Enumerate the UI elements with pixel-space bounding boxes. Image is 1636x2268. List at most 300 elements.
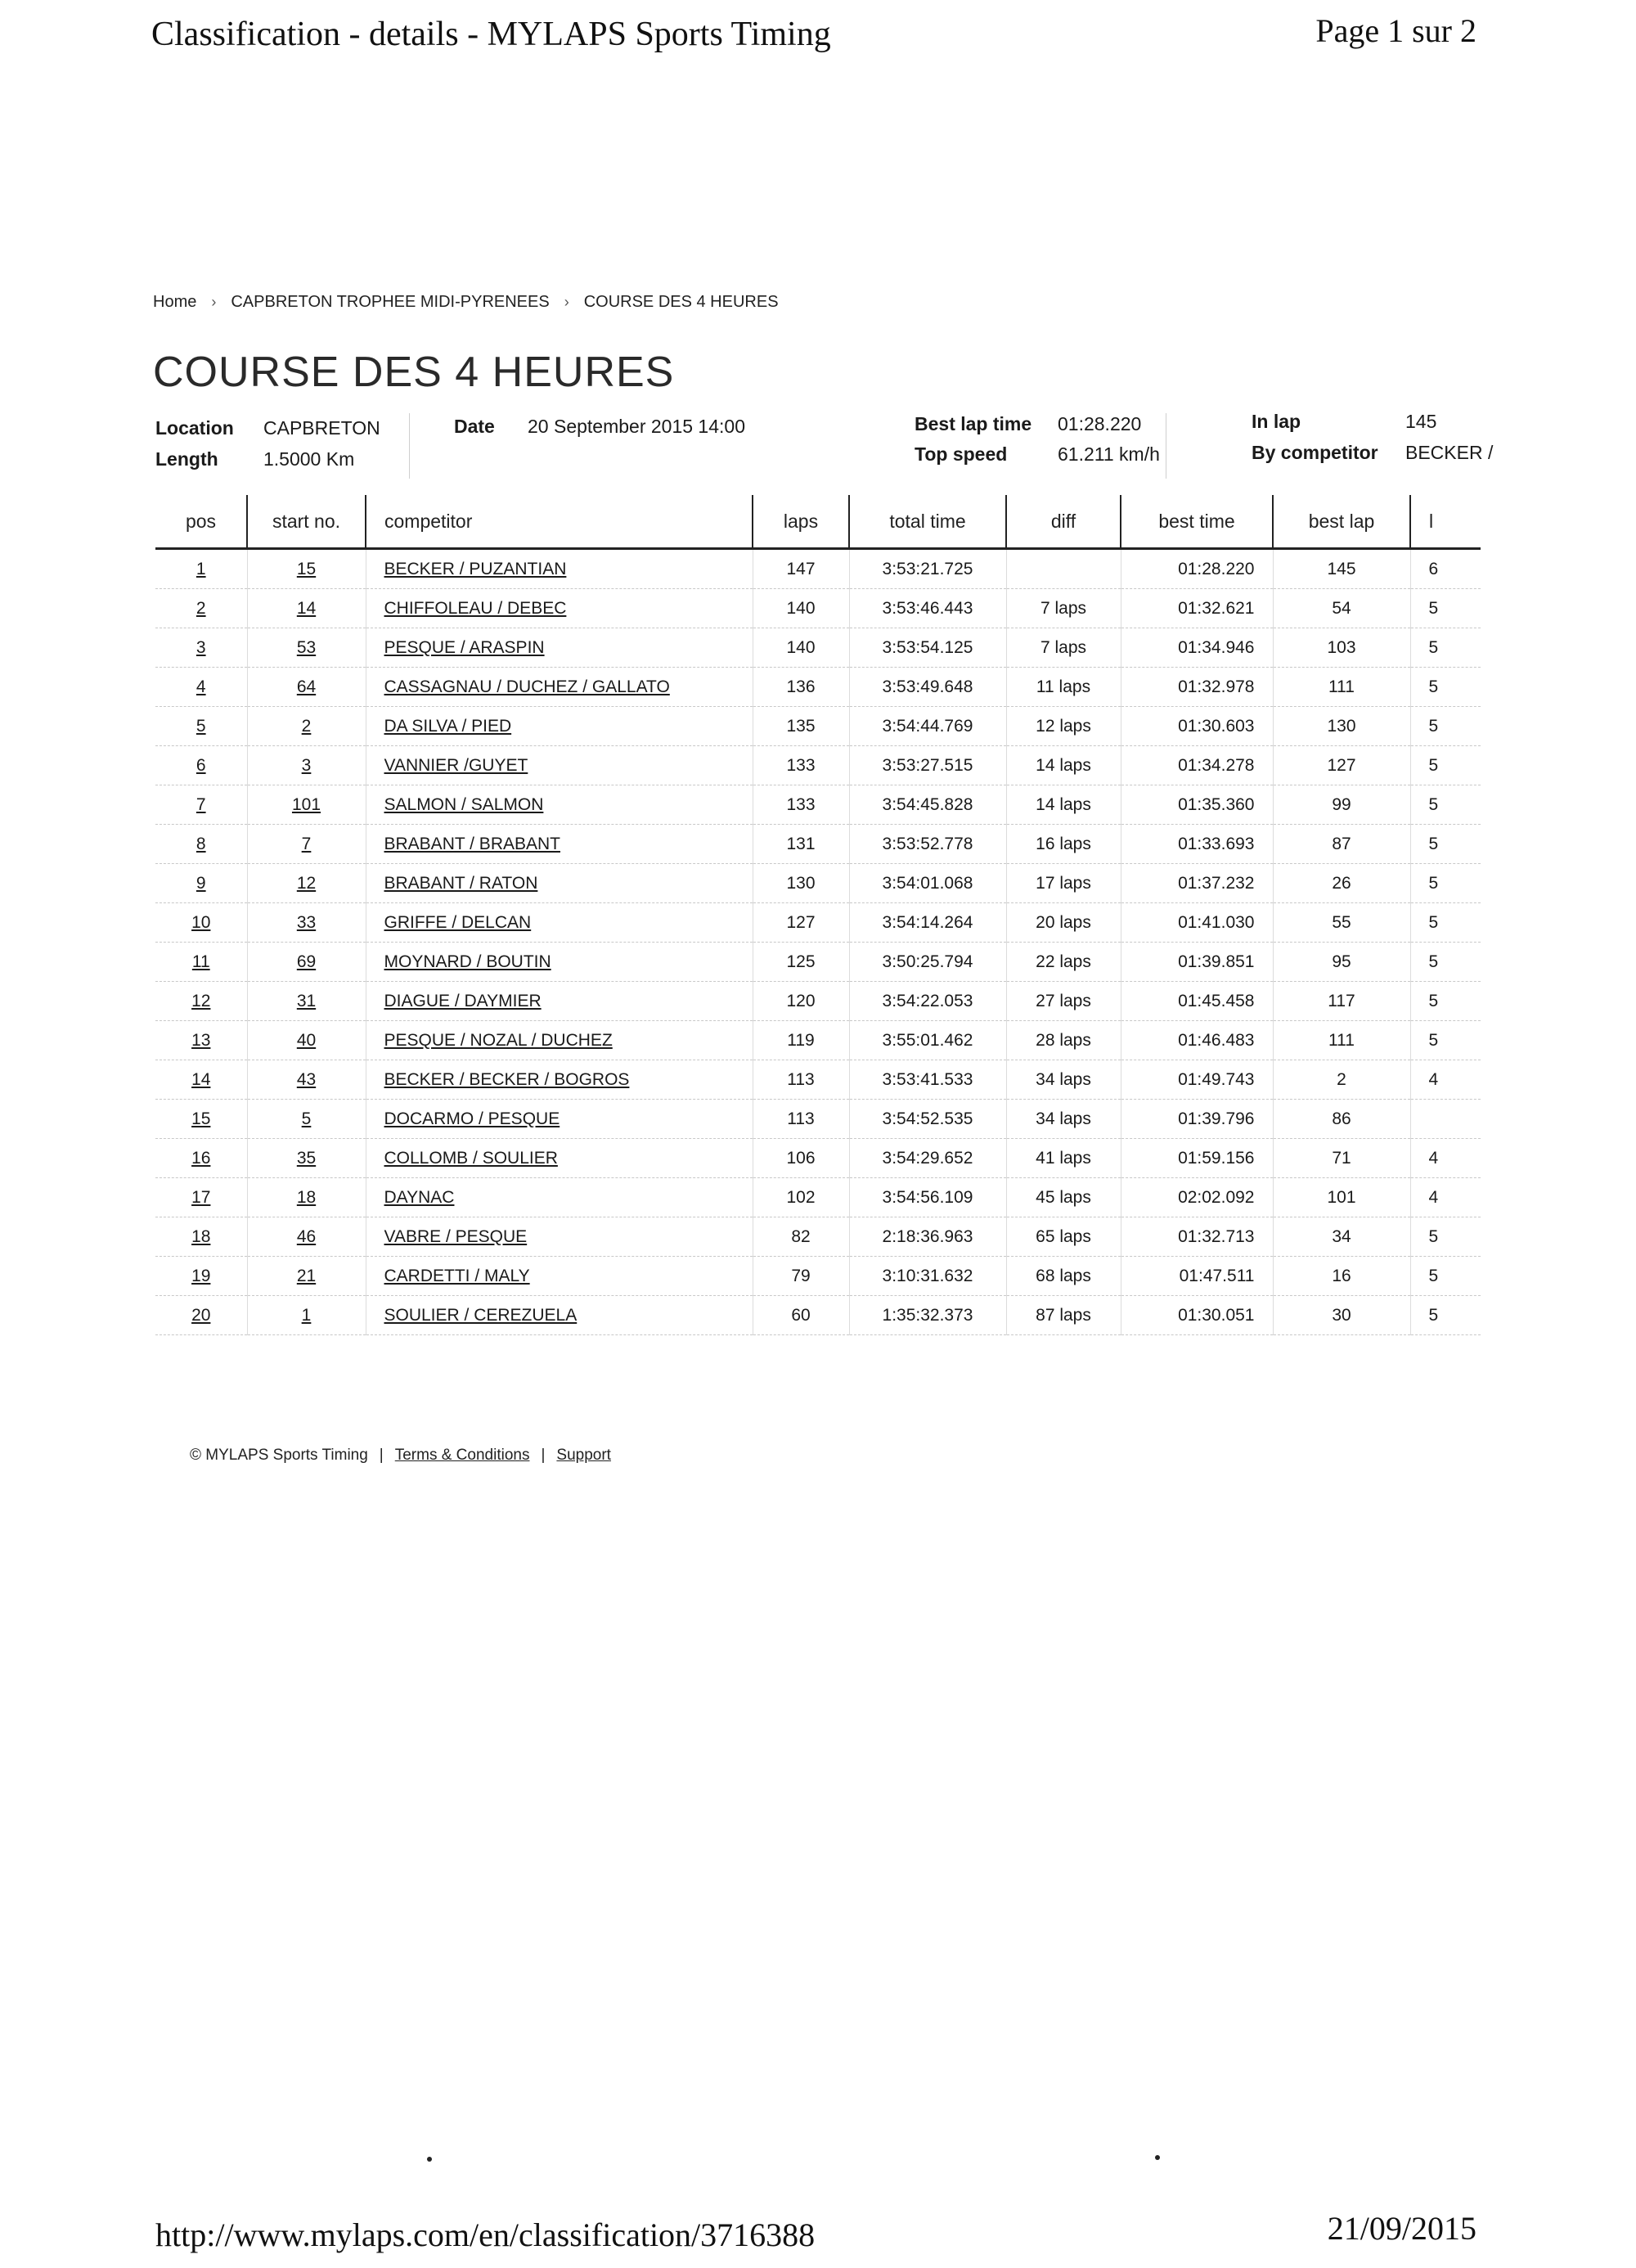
cell-extra-truncated: 5	[1410, 903, 1481, 943]
cell-total-time: 3:53:52.778	[849, 825, 1006, 864]
cell-pos-link[interactable]: 16	[191, 1148, 211, 1168]
table-row	[155, 1178, 1481, 1217]
date-value: 20 September 2015 14:00	[528, 416, 745, 437]
cell-extra-truncated: 5	[1410, 746, 1481, 785]
cell-start-no-link[interactable]: 40	[296, 1030, 317, 1050]
info-top-speed	[915, 443, 1007, 466]
cell-start-no	[247, 1100, 366, 1139]
cell-best-time: 01:32.621	[1121, 589, 1273, 628]
cell-total-time: 3:54:45.828	[849, 785, 1006, 825]
cell-competitor-link[interactable]: SALMON / SALMON	[384, 794, 544, 814]
cell-best-time: 01:34.278	[1121, 746, 1273, 785]
cell-extra-truncated: 5	[1410, 628, 1481, 668]
cell-competitor	[366, 1178, 753, 1217]
cell-start-no	[247, 825, 366, 864]
cell-best-lap: 26	[1273, 864, 1410, 903]
cell-extra-truncated: 6	[1410, 549, 1481, 589]
cell-best-time: 01:34.946	[1121, 628, 1273, 668]
cell-start-no-link[interactable]: 14	[296, 598, 317, 618]
cell-start-no-link[interactable]: 53	[296, 637, 317, 657]
cell-best-time: 01:47.511	[1121, 1257, 1273, 1296]
table-row	[155, 982, 1481, 1021]
cell-competitor	[366, 746, 753, 785]
cell-best-time: 01:37.232	[1121, 864, 1273, 903]
by-competitor-value: BECKER /	[1405, 442, 1494, 463]
cell-pos-link[interactable]: 18	[191, 1226, 211, 1246]
cell-pos-link[interactable]: 7	[196, 794, 206, 814]
length-label: Length	[155, 448, 218, 470]
top-speed-label: Top speed	[915, 443, 1008, 465]
cell-extra-truncated: 5	[1410, 864, 1481, 903]
cell-laps: 106	[753, 1139, 849, 1178]
cell-total-time: 3:53:46.443	[849, 589, 1006, 628]
cell-start-no	[247, 549, 366, 589]
cell-start-no-link[interactable]: 3	[301, 755, 312, 775]
cell-best-lap: 34	[1273, 1217, 1410, 1257]
breadcrumb-home[interactable]: Home	[153, 293, 197, 311]
header-laps[interactable]: laps	[753, 495, 849, 549]
cell-pos-link[interactable]: 11	[191, 952, 210, 971]
cell-competitor-link[interactable]: DOCARMO / PESQUE	[384, 1109, 560, 1128]
cell-competitor	[366, 1060, 753, 1100]
cell-diff: 41 laps	[1006, 1139, 1121, 1178]
cell-start-no-link[interactable]: 7	[301, 834, 312, 853]
top-speed-value: 61.211 km/h	[1058, 443, 1160, 465]
site-footer	[190, 1447, 611, 1465]
cell-diff	[1006, 549, 1121, 589]
cell-extra-truncated: 4	[1410, 1060, 1481, 1100]
cell-competitor	[366, 1217, 753, 1257]
cell-pos	[155, 1296, 247, 1335]
cell-pos	[155, 668, 247, 707]
table-body	[155, 549, 1481, 1335]
cell-best-time: 01:46.483	[1121, 1021, 1273, 1060]
cell-diff: 20 laps	[1006, 903, 1121, 943]
table-row	[155, 1217, 1481, 1257]
cell-pos-link[interactable]: 17	[191, 1187, 211, 1207]
cell-pos-link[interactable]: 13	[191, 1030, 211, 1050]
table-row	[155, 707, 1481, 746]
cell-diff: 7 laps	[1006, 628, 1121, 668]
cell-laps: 147	[753, 549, 849, 589]
cell-best-lap: 101	[1273, 1178, 1410, 1217]
cell-extra-truncated: 4	[1410, 1139, 1481, 1178]
cell-start-no	[247, 943, 366, 982]
cell-laps: 140	[753, 589, 849, 628]
cell-start-no	[247, 1021, 366, 1060]
cell-start-no-link[interactable]: 69	[296, 952, 317, 971]
cell-start-no-link[interactable]: 12	[296, 873, 317, 893]
cell-best-time: 01:49.743	[1121, 1060, 1273, 1100]
cell-start-no	[247, 1296, 366, 1335]
cell-best-lap: 86	[1273, 1100, 1410, 1139]
terms-link[interactable]: Terms & Conditions	[394, 1447, 530, 1464]
cell-pos	[155, 589, 247, 628]
cell-start-no-link[interactable]: 31	[296, 991, 317, 1010]
cell-diff: 12 laps	[1006, 707, 1121, 746]
cell-competitor	[366, 825, 753, 864]
cell-diff: 65 laps	[1006, 1217, 1121, 1257]
table-row	[155, 1100, 1481, 1139]
cell-extra-truncated: 5	[1410, 668, 1481, 707]
cell-diff: 14 laps	[1006, 746, 1121, 785]
cell-pos-link[interactable]: 12	[191, 991, 211, 1010]
cell-start-no	[247, 707, 366, 746]
cell-competitor-link[interactable]: CHIFFOLEAU / DEBEC	[384, 598, 567, 618]
cell-pos	[155, 1217, 247, 1257]
cell-best-lap: 111	[1273, 1021, 1410, 1060]
breadcrumb	[153, 293, 779, 312]
cell-total-time: 1:35:32.373	[849, 1296, 1006, 1335]
cell-start-no-link[interactable]: 21	[296, 1266, 317, 1285]
info-length	[155, 448, 218, 470]
cell-laps: 120	[753, 982, 849, 1021]
info-in-lap	[1252, 411, 1301, 433]
cell-best-lap: 99	[1273, 785, 1410, 825]
cell-competitor-link[interactable]: BECKER / BECKER / BOGROS	[384, 1069, 630, 1089]
cell-pos-link[interactable]: 9	[196, 873, 206, 893]
classification-table	[155, 495, 1481, 1335]
print-url: http://www.mylaps.com/en/classification/3716388	[155, 2216, 816, 2253]
breadcrumb-separator-icon: ›	[211, 294, 217, 310]
info-by-competitor	[1252, 442, 1378, 464]
cell-best-time: 01:32.713	[1121, 1217, 1273, 1257]
cell-competitor-link[interactable]: DAYNAC	[384, 1187, 455, 1207]
cell-competitor	[366, 707, 753, 746]
cell-best-time: 01:28.220	[1121, 549, 1273, 589]
table-row	[155, 943, 1481, 982]
cell-total-time: 3:54:44.769	[849, 707, 1006, 746]
cell-competitor	[366, 785, 753, 825]
cell-start-no-link[interactable]: 64	[296, 677, 317, 696]
cell-competitor-link[interactable]: CARDETTI / MALY	[384, 1266, 530, 1285]
table-row	[155, 903, 1481, 943]
print-header-title: Classification - details - MYLAPS Sports Timing	[151, 16, 831, 53]
footer-copyright: © MYLAPS Sports Timing	[190, 1447, 368, 1464]
date-label: Date	[454, 416, 495, 437]
cell-best-lap: 111	[1273, 668, 1410, 707]
cell-pos	[155, 1178, 247, 1217]
cell-total-time: 3:10:31.632	[849, 1257, 1006, 1296]
header-best-lap[interactable]: best lap	[1273, 495, 1410, 549]
cell-best-time: 01:35.360	[1121, 785, 1273, 825]
cell-total-time: 3:54:22.053	[849, 982, 1006, 1021]
cell-pos-link[interactable]: 4	[196, 677, 206, 696]
footer-separator: |	[541, 1447, 546, 1464]
footer-separator: |	[379, 1447, 384, 1464]
cell-start-no	[247, 1139, 366, 1178]
cell-start-no-link[interactable]: 46	[296, 1226, 317, 1246]
cell-start-no	[247, 864, 366, 903]
cell-pos	[155, 628, 247, 668]
cell-best-lap: 30	[1273, 1296, 1410, 1335]
cell-diff: 34 laps	[1006, 1100, 1121, 1139]
cell-start-no	[247, 982, 366, 1021]
cell-best-lap: 130	[1273, 707, 1410, 746]
cell-best-lap: 95	[1273, 943, 1410, 982]
cell-diff: 27 laps	[1006, 982, 1121, 1021]
cell-total-time: 3:53:21.725	[849, 549, 1006, 589]
cell-competitor-link[interactable]: COLLOMB / SOULIER	[384, 1148, 558, 1168]
cell-laps: 136	[753, 668, 849, 707]
cell-competitor-link[interactable]: BRABANT / BRABANT	[384, 834, 560, 853]
cell-best-time: 01:45.458	[1121, 982, 1273, 1021]
cell-pos-link[interactable]: 10	[191, 912, 211, 932]
cell-best-lap: 103	[1273, 628, 1410, 668]
cell-pos	[155, 746, 247, 785]
table-row	[155, 785, 1481, 825]
cell-laps: 125	[753, 943, 849, 982]
cell-diff: 7 laps	[1006, 589, 1121, 628]
cell-start-no-link[interactable]: 5	[301, 1109, 312, 1128]
cell-pos	[155, 982, 247, 1021]
cell-best-lap: 55	[1273, 903, 1410, 943]
cell-laps: 113	[753, 1060, 849, 1100]
cell-competitor	[366, 982, 753, 1021]
header-pos[interactable]: pos	[155, 495, 247, 549]
info-location	[155, 417, 234, 439]
cell-start-no-link[interactable]: 2	[301, 716, 312, 736]
best-lap-time-value: 01:28.220	[1058, 413, 1142, 434]
cell-pos	[155, 549, 247, 589]
cell-extra-truncated: 5	[1410, 589, 1481, 628]
cell-start-no	[247, 628, 366, 668]
cell-best-time: 01:33.693	[1121, 825, 1273, 864]
table-row	[155, 1139, 1481, 1178]
cell-extra-truncated: 5	[1410, 943, 1481, 982]
cell-pos	[155, 1021, 247, 1060]
cell-pos	[155, 943, 247, 982]
cell-start-no-link[interactable]: 43	[296, 1069, 317, 1089]
cell-best-lap: 87	[1273, 825, 1410, 864]
cell-extra-truncated: 5	[1410, 1021, 1481, 1060]
cell-competitor	[366, 628, 753, 668]
cell-diff: 45 laps	[1006, 1178, 1121, 1217]
breadcrumb-race[interactable]: COURSE DES 4 HEURES	[583, 293, 779, 311]
cell-pos-link[interactable]: 15	[191, 1109, 211, 1128]
cell-start-no-link[interactable]: 15	[296, 559, 317, 578]
cell-pos	[155, 1139, 247, 1178]
cell-start-no-link[interactable]: 33	[296, 912, 317, 932]
cell-pos-link[interactable]: 3	[196, 637, 206, 657]
cell-total-time: 3:54:01.068	[849, 864, 1006, 903]
cell-start-no	[247, 589, 366, 628]
cell-competitor-link[interactable]: BECKER / PUZANTIAN	[384, 559, 567, 578]
cell-extra-truncated: 5	[1410, 707, 1481, 746]
cell-competitor	[366, 668, 753, 707]
cell-total-time: 3:54:14.264	[849, 903, 1006, 943]
table-row	[155, 628, 1481, 668]
page-title: COURSE DES 4 HEURES	[153, 349, 675, 396]
table-header-row	[155, 495, 1481, 549]
cell-laps: 130	[753, 864, 849, 903]
cell-start-no	[247, 668, 366, 707]
cell-pos-link[interactable]: 1	[196, 559, 206, 578]
cell-competitor-link[interactable]: MOYNARD / BOUTIN	[384, 952, 551, 971]
cell-best-lap: 145	[1273, 549, 1410, 589]
cell-pos-link[interactable]: 19	[191, 1266, 211, 1285]
cell-total-time: 3:53:41.533	[849, 1060, 1006, 1100]
cell-competitor-link[interactable]: VABRE / PESQUE	[384, 1226, 528, 1246]
cell-laps: 133	[753, 785, 849, 825]
cell-competitor	[366, 1257, 753, 1296]
cell-competitor	[366, 1139, 753, 1178]
cell-total-time: 3:53:54.125	[849, 628, 1006, 668]
cell-competitor	[366, 1021, 753, 1060]
info-divider	[409, 413, 410, 479]
header-extra-truncated[interactable]: l	[1410, 495, 1481, 549]
breadcrumb-separator-icon: ›	[564, 294, 569, 310]
cell-competitor-link[interactable]: GRIFFE / DELCAN	[384, 912, 532, 932]
cell-competitor-link[interactable]: BRABANT / RATON	[384, 873, 538, 893]
cell-diff: 16 laps	[1006, 825, 1121, 864]
cell-pos-link[interactable]: 14	[191, 1069, 211, 1089]
cell-best-lap: 71	[1273, 1139, 1410, 1178]
cell-pos-link[interactable]: 20	[191, 1305, 211, 1325]
header-total-time[interactable]: total time	[849, 495, 1006, 549]
cell-laps: 127	[753, 903, 849, 943]
table-row	[155, 1021, 1481, 1060]
cell-best-lap: 2	[1273, 1060, 1410, 1100]
table-row	[155, 864, 1481, 903]
cell-diff: 87 laps	[1006, 1296, 1121, 1335]
table-row	[155, 825, 1481, 864]
cell-pos	[155, 785, 247, 825]
cell-best-time: 01:32.978	[1121, 668, 1273, 707]
header-best-time[interactable]: best time	[1121, 495, 1273, 549]
scan-mark	[1155, 2155, 1160, 2160]
scan-mark	[427, 2157, 432, 2162]
cell-start-no-link[interactable]: 18	[296, 1187, 317, 1207]
cell-pos	[155, 825, 247, 864]
table-row	[155, 589, 1481, 628]
cell-competitor-link[interactable]: PESQUE / ARASPIN	[384, 637, 545, 657]
cell-laps: 119	[753, 1021, 849, 1060]
cell-best-time: 01:30.603	[1121, 707, 1273, 746]
cell-start-no	[247, 1257, 366, 1296]
cell-laps: 79	[753, 1257, 849, 1296]
cell-extra-truncated: 5	[1410, 1217, 1481, 1257]
location-label: Location	[155, 417, 234, 439]
cell-best-lap: 117	[1273, 982, 1410, 1021]
cell-pos	[155, 707, 247, 746]
cell-diff: 68 laps	[1006, 1257, 1121, 1296]
cell-competitor	[366, 864, 753, 903]
cell-extra-truncated	[1410, 1100, 1481, 1139]
cell-laps: 140	[753, 628, 849, 668]
cell-pos	[155, 1060, 247, 1100]
cell-start-no	[247, 1178, 366, 1217]
cell-best-time: 01:39.796	[1121, 1100, 1273, 1139]
cell-pos	[155, 864, 247, 903]
cell-total-time: 2:18:36.963	[849, 1217, 1006, 1257]
cell-start-no-link[interactable]: 101	[291, 794, 321, 814]
cell-total-time: 3:54:52.535	[849, 1100, 1006, 1139]
cell-total-time: 3:54:56.109	[849, 1178, 1006, 1217]
cell-competitor-link[interactable]: VANNIER /GUYET	[384, 755, 528, 775]
table-row	[155, 668, 1481, 707]
cell-start-no-link[interactable]: 1	[301, 1305, 312, 1325]
in-lap-label: In lap	[1252, 411, 1301, 432]
cell-extra-truncated: 5	[1410, 825, 1481, 864]
cell-pos	[155, 1257, 247, 1296]
cell-competitor-link[interactable]: PESQUE / NOZAL / DUCHEZ	[384, 1030, 613, 1050]
print-page-number: Page 1 sur 2	[1315, 12, 1476, 49]
support-link[interactable]: Support	[556, 1447, 611, 1464]
cell-pos	[155, 903, 247, 943]
cell-start-no-link[interactable]: 35	[296, 1148, 317, 1168]
in-lap-value: 145	[1405, 411, 1437, 432]
cell-best-time: 01:30.051	[1121, 1296, 1273, 1335]
cell-competitor-link[interactable]: SOULIER / CEREZUELA	[384, 1305, 578, 1325]
cell-competitor	[366, 903, 753, 943]
cell-best-time: 01:59.156	[1121, 1139, 1273, 1178]
by-competitor-label: By competitor	[1252, 442, 1378, 463]
table-row	[155, 746, 1481, 785]
cell-extra-truncated: 5	[1410, 1257, 1481, 1296]
cell-competitor	[366, 1100, 753, 1139]
cell-diff: 22 laps	[1006, 943, 1121, 982]
cell-total-time: 3:50:25.794	[849, 943, 1006, 982]
cell-laps: 131	[753, 825, 849, 864]
cell-total-time: 3:54:29.652	[849, 1139, 1006, 1178]
cell-laps: 82	[753, 1217, 849, 1257]
cell-extra-truncated: 5	[1410, 1296, 1481, 1335]
cell-start-no	[247, 1060, 366, 1100]
cell-diff: 11 laps	[1006, 668, 1121, 707]
cell-extra-truncated: 5	[1410, 785, 1481, 825]
cell-competitor	[366, 589, 753, 628]
cell-pos-link[interactable]: 2	[196, 598, 206, 618]
cell-competitor-link[interactable]: DA SILVA / PIED	[384, 716, 512, 736]
cell-pos-link[interactable]: 8	[196, 834, 206, 853]
cell-competitor	[366, 1296, 753, 1335]
cell-best-time: 01:39.851	[1121, 943, 1273, 982]
best-lap-time-label: Best lap time	[915, 413, 1032, 434]
cell-pos-link[interactable]: 6	[196, 755, 206, 775]
info-best-lap-time	[915, 413, 1031, 435]
cell-pos-link[interactable]: 5	[196, 716, 206, 736]
cell-laps: 60	[753, 1296, 849, 1335]
cell-diff: 14 laps	[1006, 785, 1121, 825]
table-row	[155, 1257, 1481, 1296]
cell-laps: 102	[753, 1178, 849, 1217]
header-competitor[interactable]: competitor	[366, 495, 753, 549]
header-diff[interactable]: diff	[1006, 495, 1121, 549]
table-row	[155, 549, 1481, 589]
cell-laps: 135	[753, 707, 849, 746]
cell-diff: 17 laps	[1006, 864, 1121, 903]
header-start-no[interactable]: start no.	[247, 495, 366, 549]
cell-extra-truncated: 5	[1410, 982, 1481, 1021]
cell-diff: 28 laps	[1006, 1021, 1121, 1060]
cell-competitor-link[interactable]: CASSAGNAU / DUCHEZ / GALLATO	[384, 677, 670, 696]
cell-best-lap: 127	[1273, 746, 1410, 785]
cell-competitor-link[interactable]: DIAGUE / DAYMIER	[384, 991, 542, 1010]
cell-start-no	[247, 1217, 366, 1257]
breadcrumb-event[interactable]: CAPBRETON TROPHEE MIDI-PYRENEES	[231, 293, 550, 311]
cell-extra-truncated: 4	[1410, 1178, 1481, 1217]
cell-best-lap: 16	[1273, 1257, 1410, 1296]
info-date	[454, 416, 495, 438]
cell-competitor	[366, 943, 753, 982]
cell-laps: 133	[753, 746, 849, 785]
cell-start-no	[247, 903, 366, 943]
cell-total-time: 3:53:27.515	[849, 746, 1006, 785]
cell-total-time: 3:55:01.462	[849, 1021, 1006, 1060]
cell-pos	[155, 1100, 247, 1139]
cell-start-no	[247, 746, 366, 785]
